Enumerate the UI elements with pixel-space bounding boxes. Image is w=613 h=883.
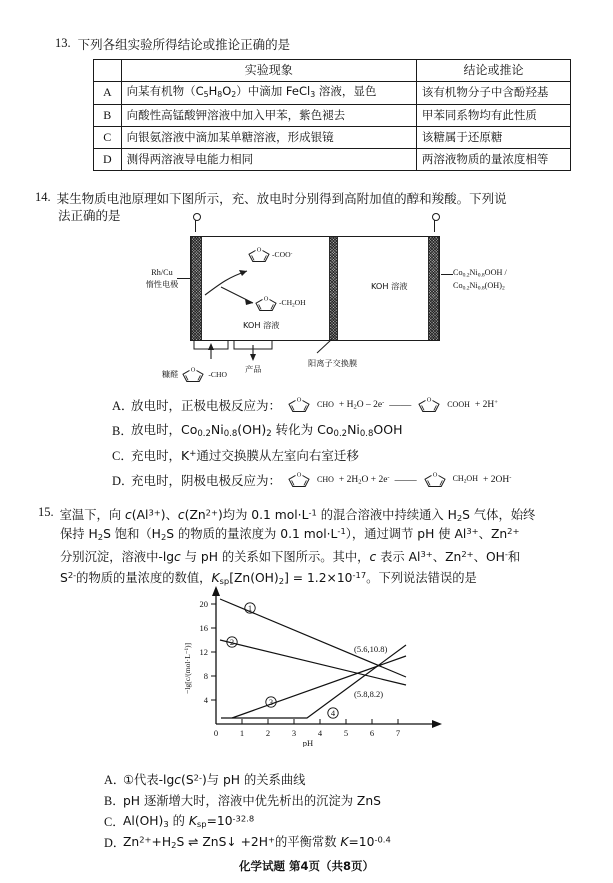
furan-ring-icon [286,396,312,413]
option-d-eq-after: + 2OH- [482,474,512,485]
question-15-options [104,768,574,852]
right-electrode-formula-1: $Co_{0.2}Ni_{0.8}OOH$ / [453,268,507,279]
svg-text:0: 0 [213,728,219,738]
row-conclusion: 该糖属于还原糖 [416,126,570,148]
option-c [104,810,574,831]
svg-text:1: 1 [239,728,245,738]
question-14-stem [35,190,591,207]
svg-text:2: 2 [265,728,271,738]
option-b-text: pH 逐渐增大时，溶液中优先析出的沉淀为 ZnS [123,793,381,808]
left-terminal-wire [195,220,196,232]
option-a-text: ①代表$-\lg c(S^{2-})$与 pH 的关系曲线 [123,771,306,787]
species-furfuryl-alcohol [253,294,306,312]
series-4-line [221,645,406,718]
question-14-stem-line1: 某生物质电池原理如下图所示，充、放电时分别得到高附加值的醇和羧酸。下列说 [56,191,507,206]
row-phenomenon: 向某有机物$(C_5H_8O_2)$中滴加 FeCl$_3$ 溶液，显色 [121,82,416,105]
equals-sign: —— [394,473,417,486]
question-15-number: 15. [38,505,54,519]
biomass-battery-diagram [145,228,507,383]
right-electrode-formula-2: $Co_{0.2}Ni_{0.8}(OH)_2$ [453,280,505,292]
question-15-stem-line2: 保持 $H_2S$ 饱和（$H_2S$ 的物质的量浓度为 0.1 $mol\cdot L^{-1}$），通过调节 pH 使 $Al^{3+}$、$Zn^{2+}$ [60,526,520,542]
row-label: B [94,104,122,126]
furan-ring-icon [422,471,448,488]
furan-ring-icon [286,471,312,488]
inlet-label: 糠醛 [162,369,179,379]
row-label: C [94,126,122,148]
table-row [94,104,571,126]
annotation-point-1: (5.6,10.8) [354,644,388,654]
left-electrode-leader [177,278,191,279]
row-label: D [94,148,122,170]
furan-ring-icon [416,396,442,413]
left-solution-label: KOH 溶液 [243,320,280,330]
equals-sign: —— [389,398,412,411]
table-header-phenomenon: 实验现象 [121,60,416,82]
svg-text:16: 16 [199,623,208,633]
cell-container [190,236,440,341]
right-terminal-node [432,213,440,221]
svg-text:O: O [296,396,302,404]
species-label-coo: -COO- [272,249,293,259]
svg-text:12: 12 [199,647,208,657]
x-axis-label: pH [302,738,314,747]
row-conclusion: 该有机物分子中含酚羟基 [416,82,570,105]
table-header-blank [94,60,122,82]
svg-text:6: 6 [369,728,375,738]
svg-text:4: 4 [317,728,323,738]
svg-text:O: O [432,471,437,479]
question-13-number: 13. [55,36,71,50]
option-a-right-group: COOH [447,400,470,409]
svg-text:8: 8 [203,671,208,681]
option-a-eq-mid: + $H_2O - 2e^-$ [338,398,385,411]
option-c-key: C． [104,814,125,829]
row-phenomenon: 向银氨溶液中滴加某单糖溶液，形成银镜 [121,126,416,148]
annotation-point-2: (5.8,8.2) [354,689,384,699]
species-label-ch2oh: $-CH_2OH$ [279,298,306,309]
left-electrode-label: Rh/Cu 惰性电极 [145,268,179,289]
table-header-row [94,60,571,82]
svg-text:2: 2 [229,637,235,647]
row-conclusion: 甲苯同系物均有此性质 [416,104,570,126]
table-row [94,148,571,170]
furan-ring-icon [246,246,272,263]
page-footer: 化学试题 第4页（共8页） [238,859,374,873]
question-13-stem-text: 下列各组实验所得结论或推论正确的是 [77,37,291,52]
question-13 [55,36,575,171]
inlet-species-label: -CHO [208,370,227,379]
option-b [104,789,574,810]
option-c-key: C． [112,448,133,463]
option-a-eq-after: + 2H+ [474,399,498,410]
species-furoate [246,245,292,263]
option-b-key: B． [104,793,125,808]
option-d-eq-mid: + $2H_2O + 2e^-$ [338,473,390,486]
question-14-options [112,392,602,492]
question-15-stem-line4: $S^{2-}$的物质的量浓度的数值，$K_{sp}[Zn(OH)_2] = 1.2\times 10^{-17}$。下列说法错误的是 [60,569,477,586]
ph-relationship-chart [178,582,448,747]
question-13-stem [55,36,575,53]
question-14-stem-line2: 法正确的是 [58,208,121,223]
furan-ring-icon [253,295,279,312]
option-d-right-group: $CH_2OH$ [452,474,478,485]
option-c-text: 充电时，K+通过交换膜从左室向右室迁移 [131,447,359,463]
table-header-conclusion: 结论或推论 [416,60,570,82]
option-c [112,442,602,467]
option-a [112,392,602,417]
svg-text:1: 1 [247,603,253,613]
option-a-key: A． [104,772,126,787]
option-d [112,467,602,492]
row-conclusion: 两溶液物质的量浓度相等 [416,148,570,170]
svg-text:O: O [426,396,432,404]
option-a [104,768,574,789]
option-d [104,831,574,852]
svg-text:O: O [296,471,302,479]
right-terminal-wire [434,220,435,232]
furan-ring-icon [180,366,206,383]
series-labels [227,603,338,718]
question-15-stem-line1: 室温下，向 $c(Al^{3+})$、$c(Zn^{2+})$均为 0.1 $mol\cdot L^{-1}$ 的混合溶液中持续通入 $H_2S$ 气体，始终 [59,507,536,524]
table-row [94,126,571,148]
svg-text:7: 7 [395,728,401,738]
option-d-text: $Zn^{2+}+H_2S$ ⇌ ZnS↓ +2H+的平衡常数 $K=10^{-0.4}$ [123,834,391,851]
svg-text:O: O [191,366,196,374]
option-d-key: D． [112,473,134,488]
inlet-species [162,366,227,383]
right-solution-label: KOH 溶液 [371,281,408,291]
svg-text:3: 3 [268,697,274,707]
table-row [94,82,571,105]
svg-text:5: 5 [343,728,349,738]
option-a-left-group: CHO [317,400,334,409]
svg-text:20: 20 [199,599,208,609]
y-axis-label: −lg[c/(mol·L⁻¹)] [183,642,192,694]
membrane-label: 阳离子交换膜 [308,358,358,368]
chart-svg [178,582,448,747]
question-15-stem [38,505,594,523]
option-d-text: 充电时，阴极电极反应为： [131,472,282,488]
row-phenomenon: 向酸性高锰酸钾溶液中加入甲苯，紫色褪去 [121,104,416,126]
outlet-label: 产品 [245,364,262,374]
option-b-key: B． [112,423,133,438]
option-d-left-group: CHO [317,475,334,484]
question-14-number: 14. [35,190,51,204]
question-15 [38,505,594,590]
option-a-text: 放电时，正极电极反应为： [131,397,282,413]
left-terminal-node [193,213,201,221]
experiment-table [93,59,571,171]
right-electrode-leader [441,274,453,275]
row-phenomenon: 测得两溶液导电能力相同 [121,148,416,170]
svg-text:O: O [263,295,269,303]
right-electrode-label [453,268,507,294]
option-b [112,417,602,442]
question-14 [35,190,591,224]
row-label: A [94,82,122,105]
svg-text:4: 4 [330,708,336,718]
option-b-text: 放电时，$Co_{0.2}Ni_{0.8}(OH)_2$ 转化为 $Co_{0.2}Ni_{0.8}OOH$ [131,421,403,440]
svg-text:O: O [256,246,262,254]
option-c-text: $Al(OH)_3$ 的 $K_{sp}=10^{-32.8}$ [123,813,255,830]
question-15-stem-line3: 分别沉淀，溶液中-lgc 与 pH 的关系如下图所示。其中，c 表示 $Al^{3+}$、$Zn^{2+}$、OH-和 [60,549,521,565]
option-a-key: A． [112,398,134,413]
svg-text:4: 4 [203,695,208,705]
option-d-key: D． [104,835,126,850]
svg-text:3: 3 [291,728,297,738]
